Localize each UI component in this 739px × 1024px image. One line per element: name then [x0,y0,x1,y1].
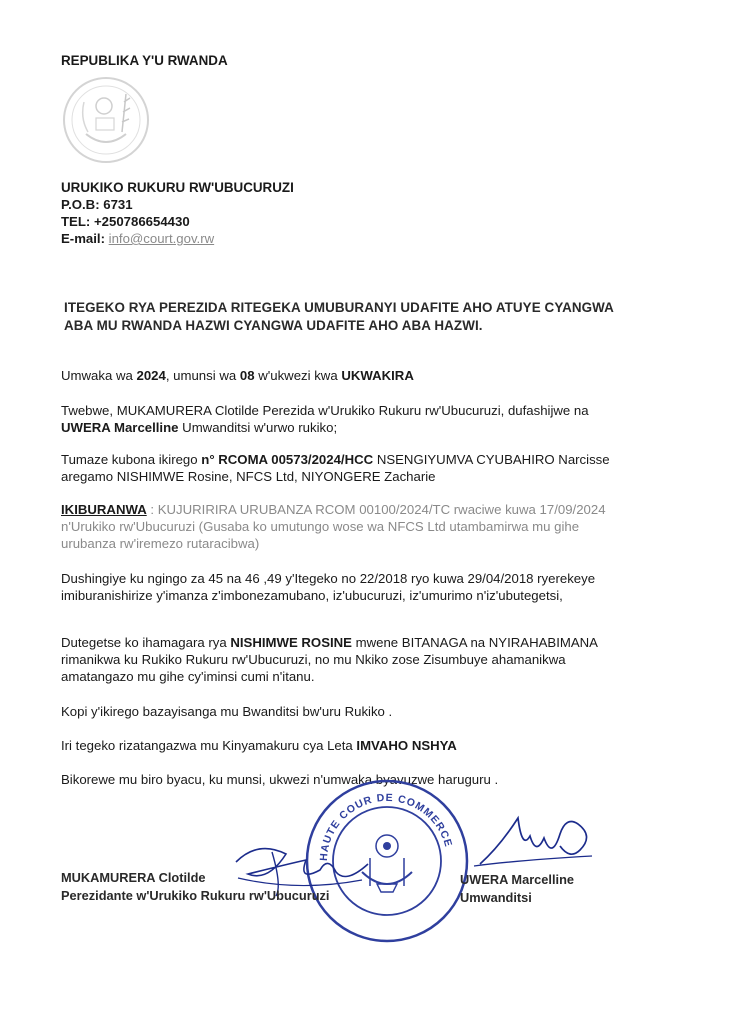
clerk-name: UWERA Marcelline [61,420,179,435]
paragraph-line: imiburanishirize y'imanza z'imbonezamubano, iz'ubucuruzi, iz'umurimo n'iz'ubutegetsi, [61,588,563,603]
paragraph-bikorewe: Bikorewe mu biro byacu, ku munsi, ukwezi n'umwaka byavuzwe haruguru . [61,772,499,787]
date-text: , umunsi wa [165,368,240,383]
subject-label: IKIBURANWA [61,502,147,517]
title-line-2: ABA MU RWANDA HAZWI CYANGWA UDAFITE AHO ABA HAZWI. [64,318,483,333]
paragraph-text: Umwanditsi w'urwo rukiko; [178,420,338,435]
paragraph-text: : KUJURIRIRA URUBANZA RCOM 00100/2024/TC rwaciwe kuwa 17/09/2024 [146,502,606,517]
date-text: w'ukwezi kwa [254,368,342,383]
paragraph-dutegetse [61,634,598,685]
paragraph-line [61,451,610,468]
president-title: Perezidante w'Urukiko Rukuru rw'Ubucuruzi [61,888,330,903]
paragraph-line: rimanikwa ku Rukiko Rukuru rw'Ubucuruzi, no mu Nkiko zose Zisumbuye ahamanikwa [61,652,566,667]
paragraph-iri [61,738,457,753]
paragraph-kopi: Kopi y'ikirego bazayisanga mu Bwanditsi bw'uru Rukiko . [61,704,393,719]
email-line [61,231,214,246]
case-number: n° RCOMA 00573/2024/HCC [201,452,374,467]
tel-line: TEL: +250786654430 [61,214,190,229]
defendant-name: NISHIMWE ROSINE [230,635,352,650]
president-name: MUKAMURERA Clotilde [61,870,206,885]
paragraph-line [61,419,589,436]
clerk-signatory-title: Umwanditsi [460,890,532,905]
paragraph-text: NSENGIYUMVA CYUBAHIRO Narcisse [373,452,610,467]
clerk-signature [470,806,605,876]
paragraph-line [61,634,598,651]
date-month: UKWAKIRA [341,368,414,383]
paragraph-line: Twebwe, MUKAMURERA Clotilde Perezida w'Urukiko Rukuru rw'Ubucuruzi, dufashijwe na [61,403,589,418]
date-text: Umwaka wa [61,368,137,383]
paragraph-line: Dushingiye ku ngingo za 45 na 46 ,49 y'Itegeko no 22/2018 ryo kuwa 29/04/2018 ryerekeye [61,571,596,586]
paragraph-ikiburanwa [61,501,606,552]
clerk-signatory-name: UWERA Marcelline [460,872,575,887]
date-year: 2024 [136,368,166,383]
paragraph-tumaze [61,451,610,485]
paragraph-line [61,501,606,518]
paragraph-text: Tumaze kubona ikirego [61,452,202,467]
paragraph-dushingiye [61,570,595,604]
newspaper-name: IMVAHO NSHYA [356,738,457,753]
paragraph-line: aregamo NISHIMWE Rosine, NFCS Ltd, NIYONGERE Zacharie [61,469,436,484]
email-label: E-mail: [61,231,105,246]
country-name: REPUBLIKA Y'U RWANDA [61,53,228,68]
date-day: 08 [239,368,255,383]
title-line-1: ITEGEKO RYA PEREZIDA RITEGEKA UMUBURANYI UDAFITE AHO ATUYE CYANGWA [64,300,614,315]
paragraph-line: n'Urukiko rw'Ubucuruzi (Gusaba ko umutungo wose wa NFCS Ltd utambamirwa mu gihe [61,519,580,534]
paragraph-text: Dutegetse ko ihamagara rya [61,635,231,650]
paragraph-line: amatangazo mu gihe cy'iminsi cumi n'itanu. [61,669,315,684]
paragraph-text: Iri tegeko rizatangazwa mu Kinyamakuru cya Leta [61,738,357,753]
pob-line: P.O.B: 6731 [61,197,133,212]
email-link[interactable]: info@court.gov.rw [108,231,215,246]
rwanda-emblem [58,72,154,168]
paragraph-twebwe [61,402,589,436]
stamp-text: HAUTE COUR DE COMMERCE [317,791,455,862]
paragraph-text: mwene BITANAGA na NYIRAHABIMANA [351,635,598,650]
institution-name: URUKIKO RUKURU RW'UBUCURUZI [61,180,294,195]
date-line [61,368,414,383]
paragraph-line: urubanza rw'iremezo rutaracibwa) [61,536,260,551]
